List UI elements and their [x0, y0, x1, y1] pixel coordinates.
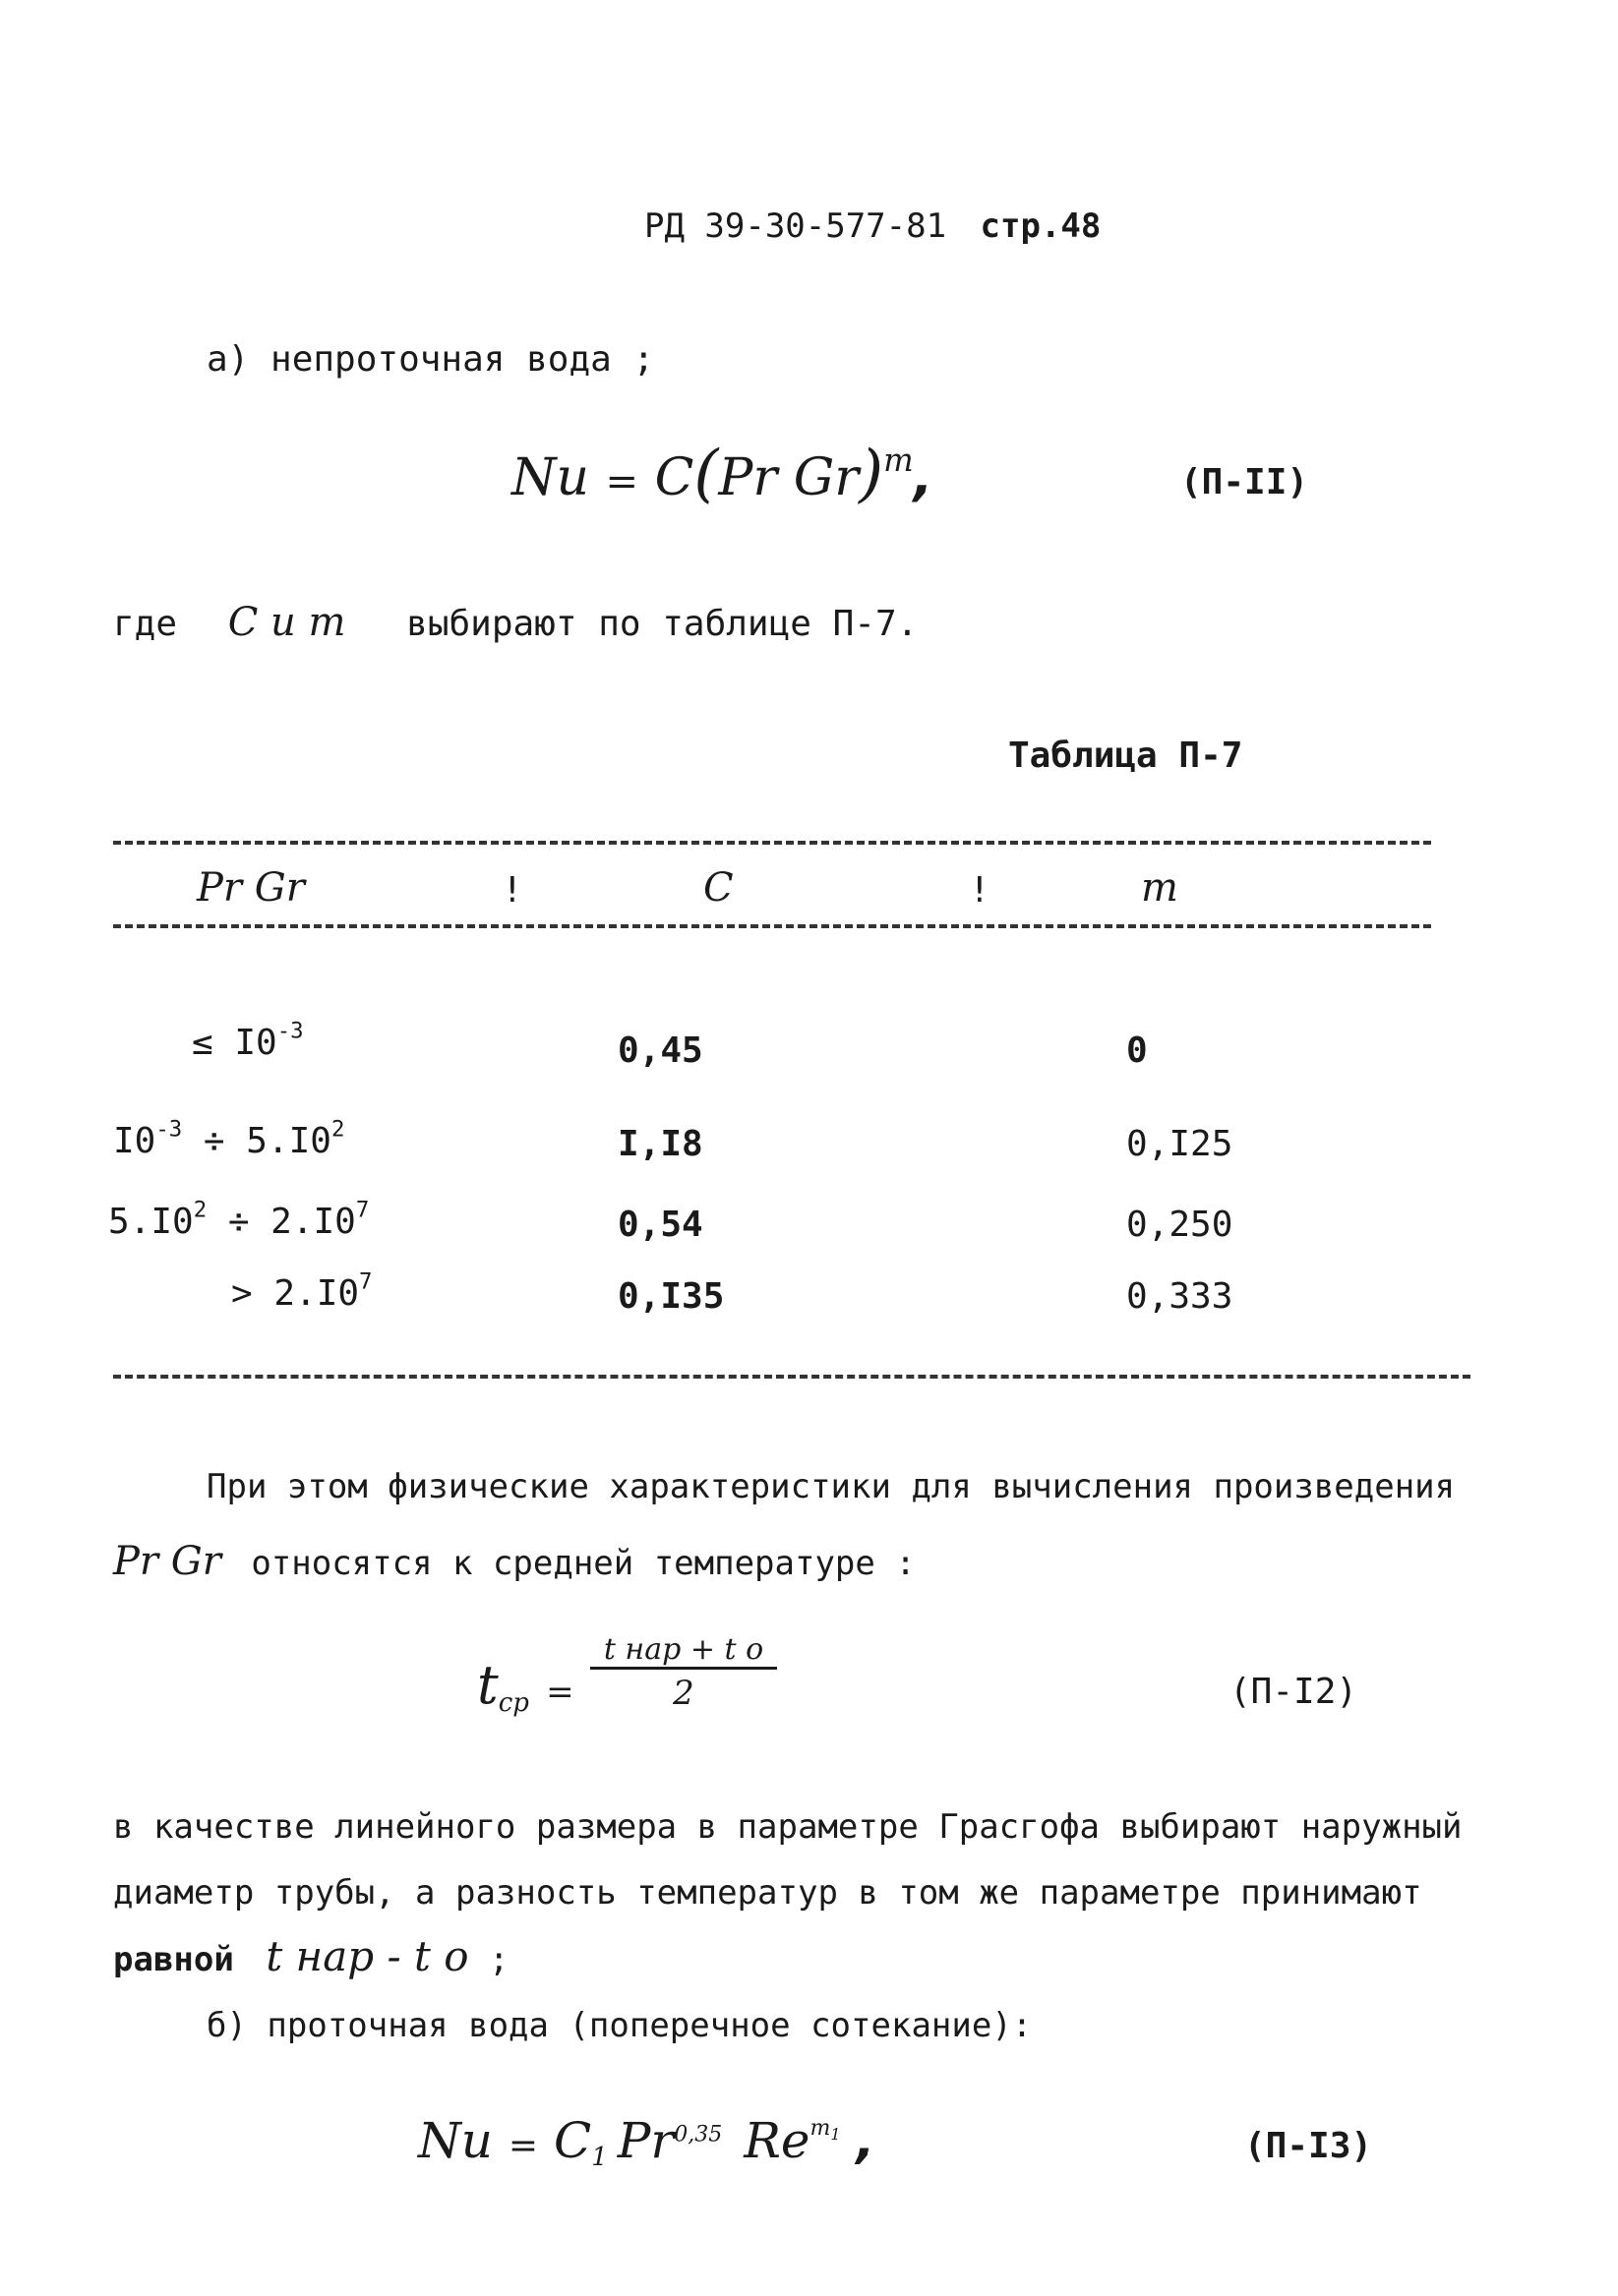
- page-header: [644, 206, 1101, 246]
- table-row-4-range: > $2.I0^7$: [231, 1268, 373, 1314]
- table-row-3-c: 0,54: [618, 1205, 703, 1245]
- formula-numerator: t нар + t о: [590, 1632, 777, 1670]
- formula-lhs: Nu: [511, 448, 589, 507]
- table-row-1-c: 0,45: [618, 1030, 703, 1071]
- formula-denominator: 2: [673, 1674, 694, 1713]
- table-row-4-m: 0,333: [1126, 1276, 1233, 1317]
- where-text: выбирают по таблице П-7.: [406, 604, 919, 644]
- formula-inner: Pr Gr: [718, 448, 860, 507]
- table-row-1-m: 0: [1126, 1030, 1148, 1071]
- paragraph-2-line-3: равной t нар - t о ;: [113, 1932, 509, 1980]
- table-row-4-c: 0,I35: [618, 1276, 725, 1317]
- paragraph-2-line-1: в качестве линейного размера в параметре Грасгофа выбирают наружный: [113, 1807, 1463, 1847]
- page-number: стр.48: [980, 206, 1102, 246]
- where-symbols: C и m: [227, 600, 346, 645]
- paragraph-1-line-2: [113, 1539, 916, 1584]
- temp-difference-formula: t нар - t о: [266, 1932, 469, 1980]
- formula-t-mean-lhs: $t_{ср}$ =: [477, 1654, 574, 1718]
- formula-coef: C: [654, 448, 694, 507]
- section-b-label: б) проточная вода (поперечное сотекание):: [207, 2006, 1033, 2045]
- table-bottom-rule: [113, 1375, 1470, 1379]
- formula-nu-forced: $Nu = C_1$ Pr$^{0,35}$ $Re^{m_1}$ ,: [418, 2112, 875, 2172]
- table-row-3-range: $5.I0^2 \div 2.I0^7$: [108, 1197, 370, 1242]
- paragraph-2-line-2: диаметр трубы, а разность температур в том же параметре принимают: [113, 1873, 1422, 1913]
- prgr-symbol: Pr Gr: [113, 1539, 221, 1584]
- table-header-m: m: [1141, 865, 1178, 911]
- table-header-rule: [113, 924, 1431, 928]
- paragraph-1-line-1: При этом физические характеристики для вычисления произведения: [207, 1467, 1456, 1506]
- table-header-prgr: Pr Gr: [197, 865, 305, 911]
- formula-eq: =: [605, 459, 639, 504]
- table-header-sep-1: !: [502, 870, 523, 911]
- formula-number-11: (П-II): [1180, 462, 1309, 502]
- table-header-sep-2: !: [969, 870, 990, 911]
- table-row-2-c: I,I8: [618, 1124, 703, 1164]
- where-prefix: где: [113, 604, 178, 644]
- formula-number-12: (П-I2): [1229, 1672, 1358, 1712]
- table-row-2-m: 0,I25: [1126, 1124, 1233, 1164]
- table-row-2-range: $I0^{-3} \div 5.I0^2$: [113, 1116, 345, 1161]
- table-header-c: C: [703, 865, 734, 911]
- table-caption: Таблица П-7: [1008, 736, 1243, 776]
- table-top-rule: [113, 841, 1431, 845]
- section-a-label: а) непроточная вода ;: [207, 339, 655, 380]
- table-row-3-m: 0,250: [1126, 1205, 1233, 1245]
- paragraph-1-line-2-text: относятся к средней температуре :: [251, 1544, 916, 1583]
- formula-t-mean-fraction: [590, 1632, 777, 1713]
- formula-number-13: (П-I3): [1244, 2126, 1373, 2166]
- formula-tail: ,: [913, 448, 933, 507]
- doc-code: РД 39-30-577-81: [644, 206, 947, 246]
- where-line: [113, 600, 918, 645]
- table-row-1-range: ≤ $I0^{-3}$: [192, 1018, 304, 1063]
- formula-nu-natural: Nu = C(Pr Gr)$^m$,: [511, 438, 933, 510]
- formula-exponent: m: [883, 441, 914, 479]
